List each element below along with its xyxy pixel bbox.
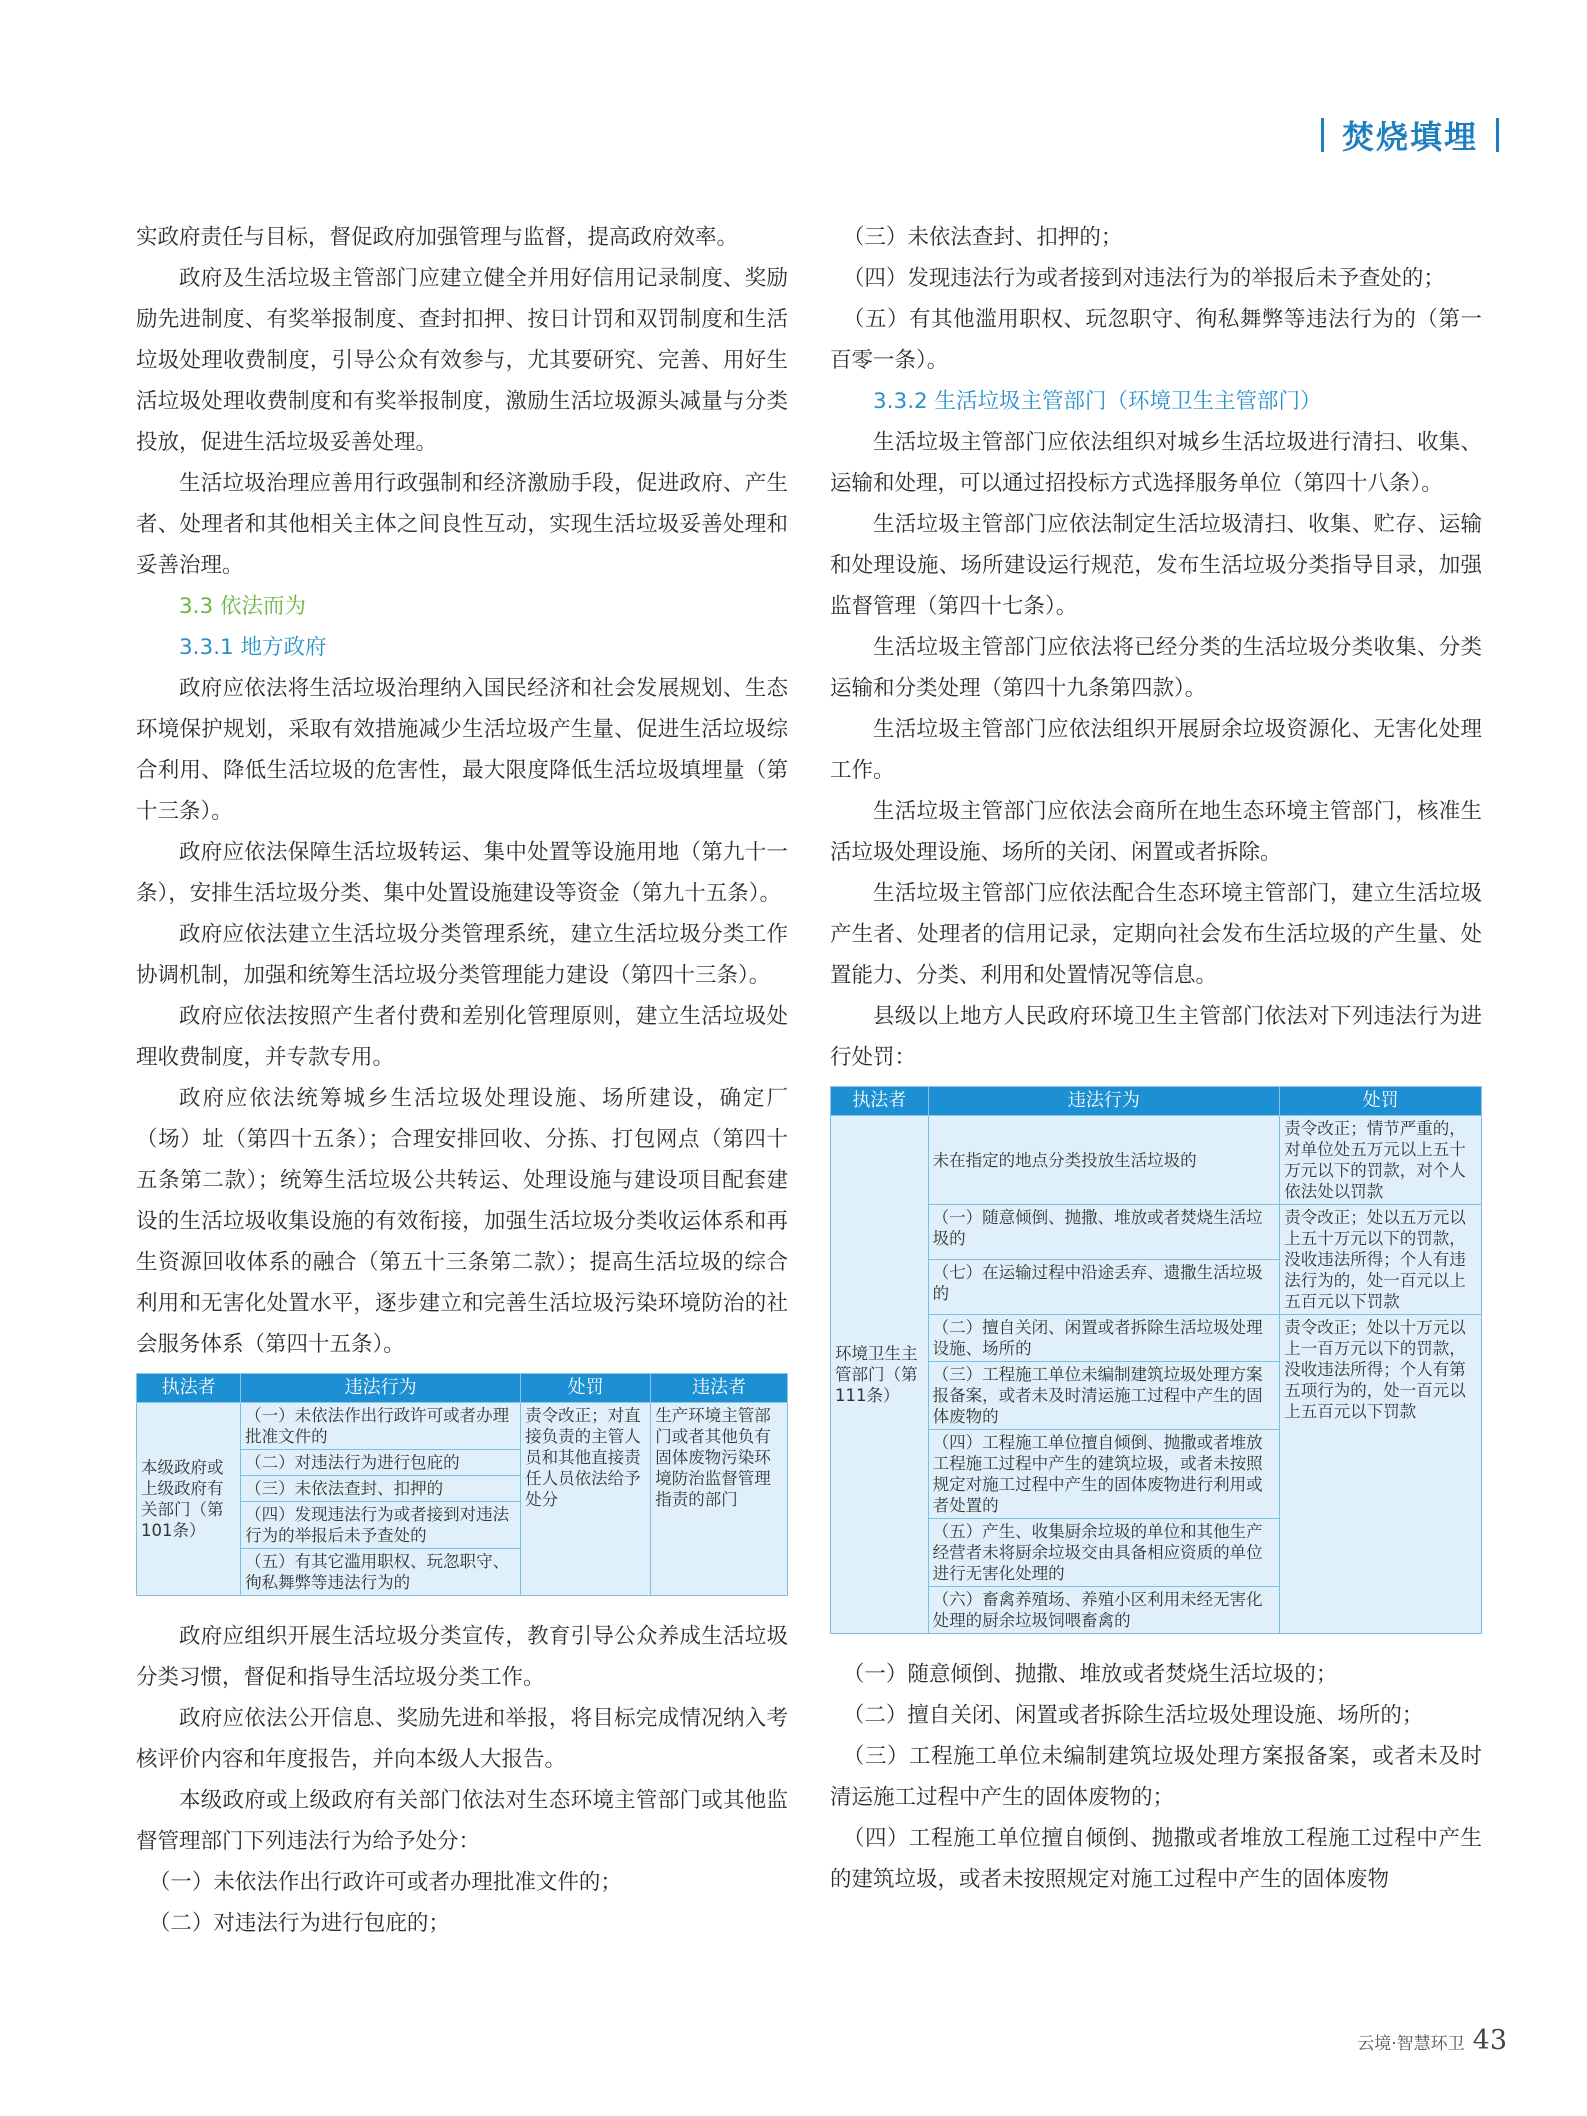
header-bar-left [1321,118,1324,152]
page-footer [1357,2025,1507,2056]
footer-brand: 云境·智慧环卫 [1357,2034,1465,2054]
violation-cell: （一）随意倾倒、抛撒、堆放或者焚烧生活垃圾的 [928,1205,1280,1260]
paragraph: 政府应依法统筹城乡生活垃圾处理设施、场所建设，确定厂（场）址（第四十五条）；合理安排回收、分拣、打包网点（第四十五条第二款）；统筹生活垃圾公共转运、处理设施与建设项目配套建设的生活垃圾收集设施的有效衔接，加强生活垃圾分类收运体系和再生资源回收体系的融合（第五十三条第二款）；提高生活垃圾的综合利用和无害化处置水平，逐步建立和完善生活垃圾污染环境防治的社会服务体系（第四十五条）。 [136,1086,788,1357]
paragraph: 生活垃圾治理应善用行政强制和经济激励手段，促进政府、产生者、处理者和其他相关主体之间良性互动，实现生活垃圾妥善处理和妥善治理。 [136,471,788,578]
paragraph: 政府及生活垃圾主管部门应建立健全并用好信用记录制度、奖励励先进制度、有奖举报制度、查封扣押、按日计罚和双罚制度和生活垃圾处理收费制度，引导公众有效参与，尤其要研究、完善、用好生活垃圾处理收费制度和有奖举报制度，激励生活垃圾源头减量与分类投放，促进生活垃圾妥善处理。 [136,266,788,455]
subsection-heading: 3.3.1 地方政府 [179,635,327,660]
list-item: （一）未依法作出行政许可或者办理批准文件的； [148,1870,622,1895]
penalty-table-government [136,1373,788,1596]
violation-cell: （七）在运输过程中沿途丢弃、遗撒生活垃圾的 [928,1260,1280,1315]
paragraph: 政府应依法按照产生者付费和差别化管理原则，建立生活垃圾处理收费制度，并专款专用。 [136,1004,788,1070]
left-column [136,217,788,1944]
paragraph: 生活垃圾主管部门应依法组织开展厨余垃圾资源化、无害化处理工作。 [830,717,1482,783]
list-item: （四）工程施工单位擅自倾倒、抛撒或者堆放工程施工过程中产生的建筑垃圾，或者未按照规定对施工过程中产生的固体废物 [830,1826,1482,1892]
section-title: 焚烧填埋 [1341,118,1478,156]
paragraph: 政府应组织开展生活垃圾分类宣传，教育引导公众养成生活垃圾分类习惯，督促和指导生活垃圾分类工作。 [136,1624,788,1690]
list-item: （三）未依法查封、扣押的； [842,225,1123,250]
list-item: （一）随意倾倒、抛撒、堆放或者焚烧生活垃圾的； [842,1662,1338,1687]
paragraph: 政府应依法公开信息、奖励先进和举报，将目标完成情况纳入考核评价内容和年度报告，并向本级人大报告。 [136,1706,788,1772]
section-heading: 3.3 依法而为 [179,594,307,619]
paragraph: 实政府责任与目标，督促政府加强管理与监督，提高政府效率。 [136,225,739,250]
paragraph: 生活垃圾主管部门应依法将已经分类的生活垃圾分类收集、分类运输和分类处理（第四十九条第四款）。 [830,635,1482,701]
violation-cell: 未在指定的地点分类投放生活垃圾的 [928,1116,1280,1205]
enforcer-cell: 本级政府或上级政府有关部门（第101条） [137,1403,241,1596]
paragraph: 生活垃圾主管部门应依法组织对城乡生活垃圾进行清扫、收集、运输和处理，可以通过招投标方式选择服务单位（第四十八条）。 [830,430,1482,496]
table-header: 处罚 [521,1374,651,1403]
table-header: 执法者 [831,1087,929,1116]
violation-cell: （二）擅自关闭、闲置或者拆除生活垃圾处理设施、场所的 [928,1315,1280,1362]
paragraph: 本级政府或上级政府有关部门依法对生态环境主管部门或其他监督管理部门下列违法行为给予处分： [136,1788,788,1854]
paragraph: 县级以上地方人民政府环境卫生主管部门依法对下列违法行为进行处罚： [830,1004,1482,1070]
penalty-cell: 责令改正；处以十万元以上一百万元以下的罚款，没收违法所得；个人有第五项行为的，处一百元以上五百元以下罚款 [1280,1315,1482,1634]
penalty-cell: 责令改正；情节严重的，对单位处五万元以上五十万元以下的罚款，对个人依法处以罚款 [1280,1116,1482,1205]
right-column [830,217,1482,1900]
list-item: （二）对违法行为进行包庇的； [148,1911,450,1936]
table-header: 违法行为 [928,1087,1280,1116]
header-bar-right [1496,118,1499,152]
violation-cell: （五）有其它滥用职权、玩忽职守、徇私舞弊等违法行为的 [241,1549,521,1596]
paragraph: 生活垃圾主管部门应依法会商所在地生态环境主管部门，核准生活垃圾处理设施、场所的关闭、闲置或者拆除。 [830,799,1482,865]
penalty-table-sanitation [830,1086,1482,1634]
violation-cell: （一）未依法作出行政许可或者办理批准文件的 [241,1403,521,1450]
penalty-cell: 责令改正；处以五万元以上五十万元以下的罚款，没收违法所得；个人有违法行为的，处一百元以上五百元以下罚款 [1280,1205,1482,1315]
subsection-heading: 3.3.2 生活垃圾主管部门（环境卫生主管部门） [873,389,1322,414]
violation-cell: （五）产生、收集厨余垃圾的单位和其他生产经营者未将厨余垃圾交由具备相应资质的单位进行无害化处理的 [928,1519,1280,1587]
list-item: （四）发现违法行为或者接到对违法行为的举报后未予查处的； [842,266,1445,291]
list-item: （三）工程施工单位未编制建筑垃圾处理方案报备案，或者未及时清运施工过程中产生的固体废物的； [830,1744,1482,1810]
paragraph: 政府应依法建立生活垃圾分类管理系统，建立生活垃圾分类工作协调机制，加强和统筹生活垃圾分类管理能力建设（第四十三条）。 [136,922,788,988]
violation-cell: （三）未依法查封、扣押的 [241,1476,521,1502]
violator-cell: 生产环境主管部门或者其他负有固体废物污染环境防治监督管理指责的部门 [651,1403,788,1596]
paragraph: 生活垃圾主管部门应依法配合生态环境主管部门，建立生活垃圾产生者、处理者的信用记录，定期向社会发布生活垃圾的产生量、处置能力、分类、利用和处置情况等信息。 [830,881,1482,988]
page-number: 43 [1472,2025,1507,2056]
violation-cell: （四）工程施工单位擅自倾倒、抛撒或者堆放工程施工过程中产生的建筑垃圾，或者未按照规定对施工过程中产生的固体废物进行利用或者处置的 [928,1430,1280,1519]
table-header: 执法者 [137,1374,241,1403]
table-header: 处罚 [1280,1087,1482,1116]
enforcer-cell: 环境卫生主管部门（第111条） [831,1116,929,1634]
violation-cell: （四）发现违法行为或者接到对违法行为的举报后未予查处的 [241,1502,521,1549]
list-item: （二）擅自关闭、闲置或者拆除生活垃圾处理设施、场所的； [842,1703,1424,1728]
list-item: （五）有其他滥用职权、玩忽职守、徇私舞弊等违法行为的（第一百零一条）。 [830,307,1482,373]
table-header: 违法行为 [241,1374,521,1403]
paragraph: 政府应依法保障生活垃圾转运、集中处置等设施用地（第九十一条），安排生活垃圾分类、集中处置设施建设等资金（第九十五条）。 [136,840,788,906]
section-header [1303,112,1517,158]
paragraph: 生活垃圾主管部门应依法制定生活垃圾清扫、收集、贮存、运输和处理设施、场所建设运行规范，发布生活垃圾分类指导目录，加强监督管理（第四十七条）。 [830,512,1482,619]
paragraph: 政府应依法将生活垃圾治理纳入国民经济和社会发展规划、生态环境保护规划，采取有效措施减少生活垃圾产生量、促进生活垃圾综合利用、降低生活垃圾的危害性，最大限度降低生活垃圾填埋量（第十三条）。 [136,676,788,824]
table-header: 违法者 [651,1374,788,1403]
violation-cell: （六）畜禽养殖场、养殖小区利用未经无害化处理的厨余垃圾饲喂畜禽的 [928,1587,1280,1634]
violation-cell: （二）对违法行为进行包庇的 [241,1450,521,1476]
penalty-cell: 责令改正；对直接负责的主管人员和其他直接责任人员依法给予处分 [521,1403,651,1596]
violation-cell: （三）工程施工单位未编制建筑垃圾处理方案报备案，或者未及时清运施工过程中产生的固体废物的 [928,1362,1280,1430]
